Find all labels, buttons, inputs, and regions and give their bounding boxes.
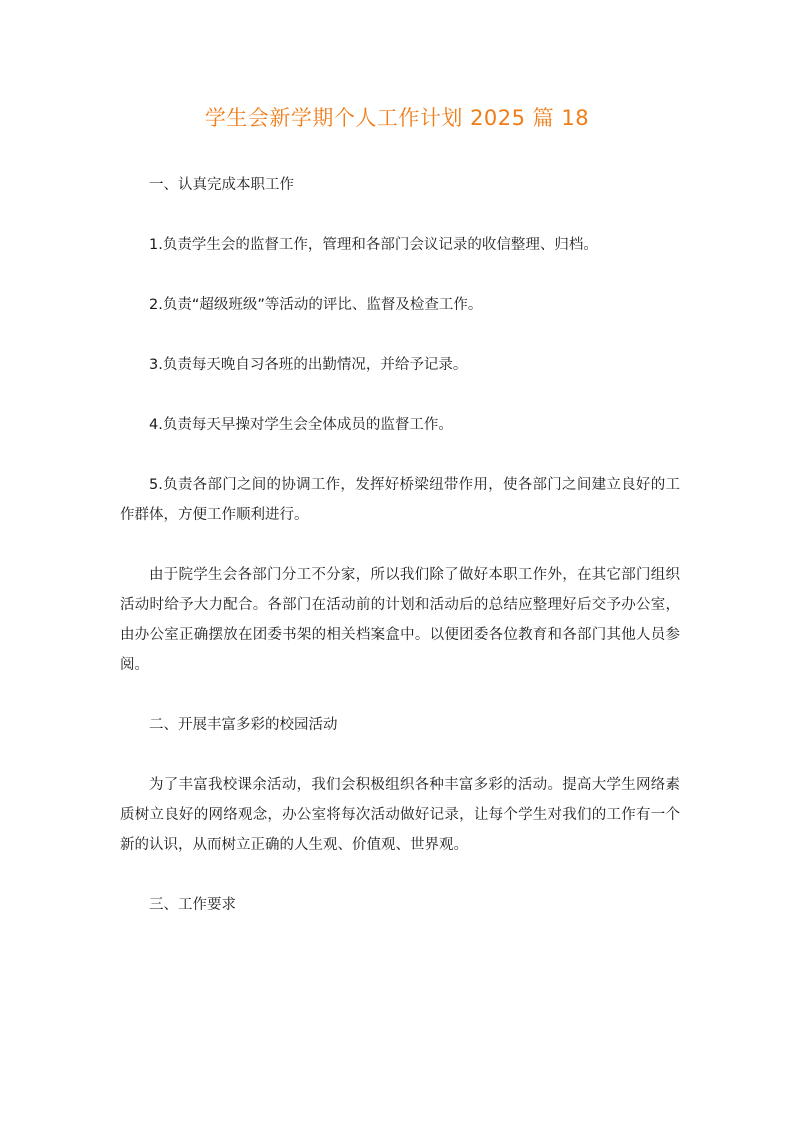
body-paragraph-1: 由于院学生会各部门分工不分家，所以我们除了做好本职工作外，在其它部门组织活动时给予大力配合。各部门在活动前的计划和活动后的总结应整理好后交予办公室，由办公室正确摆放在团委书架的相关档案盒中。以便团委各位教育和各部门其他人员参阅。 — [120, 567, 680, 673]
section-heading-3: 三、工作要求 — [149, 897, 236, 913]
list-item-4: 4.负责每天早操对学生会全体成员的监督工作。 — [149, 417, 453, 433]
list-item-1: 1.负责学生会的监督工作，管理和各部门会议记录的收信整理、归档。 — [149, 237, 598, 253]
section-heading-1: 一、认真完成本职工作 — [149, 177, 294, 193]
document-body — [120, 170, 680, 950]
list-item-5: 5.负责各部门之间的协调工作，发挥好桥梁纽带作用，使各部门之间建立良好的工作群体，方便工作顺利进行。 — [120, 477, 680, 523]
list-item-2: 2.负责“超级班级”等活动的评比、监督及检查工作。 — [149, 297, 483, 313]
section-heading-2: 二、开展丰富多彩的校园活动 — [149, 717, 338, 733]
document-title: 学生会新学期个人工作计划 2025 篇 18 — [204, 106, 590, 130]
body-paragraph-2: 为了丰富我校课余活动，我们会积极组织各种丰富多彩的活动。提高大学生网络素质树立良好的网络观念，办公室将每次活动做好记录，让每个学生对我们的工作有一个新的认识，从而树立正确的人生观、价值观、世界观。 — [120, 777, 680, 853]
list-item-3: 3.负责每天晚自习各班的出勤情况，并给予记录。 — [149, 357, 468, 373]
